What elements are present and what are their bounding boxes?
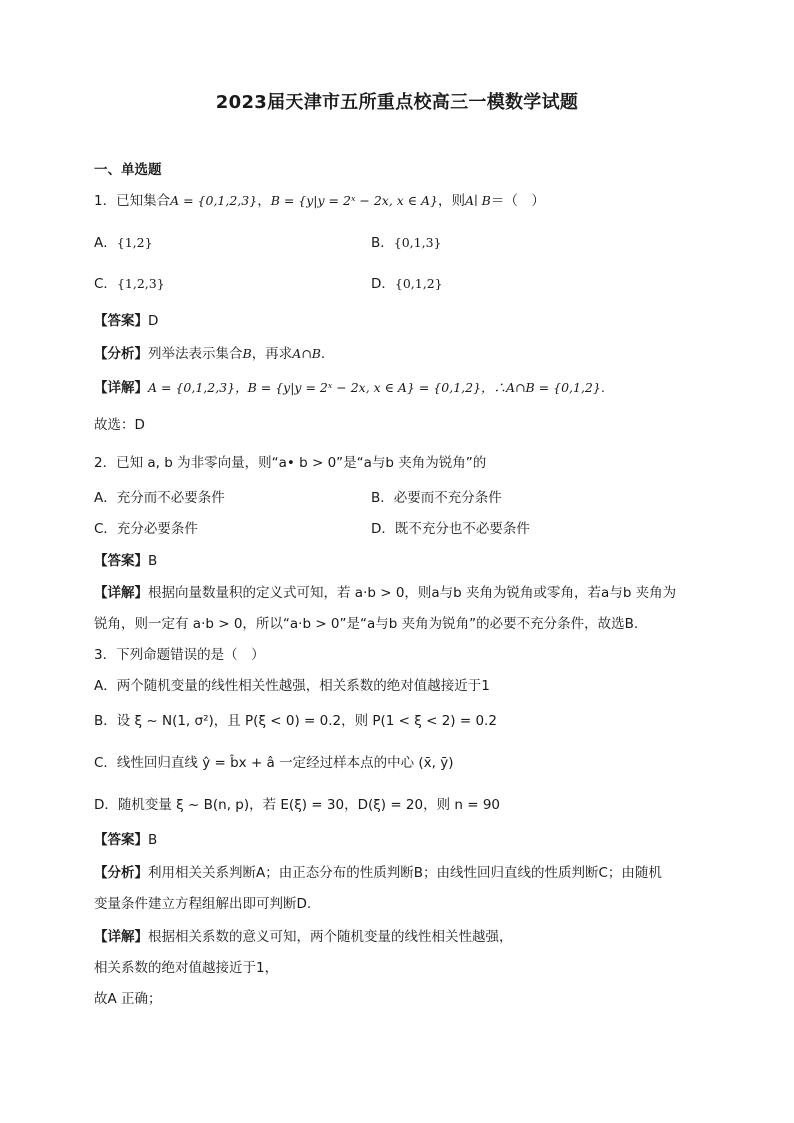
q1-option-b xyxy=(371,233,441,253)
q1-set-b: B = {y|y = 2ˣ − 2x, x ∈ A} xyxy=(270,193,438,208)
q3-detail-line-3: 故A 正确； xyxy=(94,991,162,1007)
detail-tag: 【详解】 xyxy=(94,585,148,601)
option-label: C． xyxy=(94,276,117,292)
q1-option-d xyxy=(371,274,443,294)
answer-value: B xyxy=(148,553,158,569)
detail-text: 根据向量数量积的定义式可知，若 a·b > 0，则a与b 夹角为锐角或零角，若a与b 夹角为 xyxy=(148,585,677,601)
analysis-tag: 【分析】 xyxy=(94,346,148,362)
q1-set-a: A = {0,1,2,3} xyxy=(170,193,258,208)
detail-math: A = {0,1,2,3}，B = {y|y = 2ˣ − 2x, x ∈ A} = {0,1,2}，∴A∩B = {0,1,2}. xyxy=(148,380,605,395)
q2-detail-line-1 xyxy=(94,583,676,603)
q3-option-d: D．随机变量 ξ ~ B(n, p)，若 E(ξ) = 30，D(ξ) = 20，则 n = 90 xyxy=(94,797,501,813)
option-value: {1,2} xyxy=(116,235,153,250)
option-value: {0,1,3} xyxy=(393,235,442,250)
analysis-text: . xyxy=(320,346,326,362)
q1-stem xyxy=(94,191,545,211)
answer-value: D xyxy=(148,313,159,329)
q1-stem-text-2: ，则 xyxy=(438,193,465,209)
q1-answer xyxy=(94,311,158,331)
q2-answer xyxy=(94,551,157,571)
q1-sep: ， xyxy=(257,193,271,209)
q3-analysis-line-2: 变量条件建立方程组解出即可判断D. xyxy=(94,896,312,912)
q3-stem: 3．下列命题错误的是（ ） xyxy=(94,647,265,663)
q3-option-c: C．线性回归直线 ŷ = b̂x + â 一定经过样本点的中心 (x̄, ȳ) xyxy=(94,755,454,771)
answer-tag: 【答案】 xyxy=(94,313,148,329)
analysis-text: 利用相关关系判断A；由正态分布的性质判断B；由线性回归直线的性质判断C；由随机 xyxy=(148,865,662,881)
q2-stem: 2．已知 a, b 为非零向量，则“a• b > 0”是“a与b 夹角为锐角”的 xyxy=(94,455,487,471)
detail-tag: 【详解】 xyxy=(94,380,148,396)
q3-answer xyxy=(94,830,157,850)
option-value: {1,2,3} xyxy=(116,276,165,291)
section-heading: 一、单选题 xyxy=(94,162,162,178)
q1-op: A∣ B xyxy=(465,193,491,208)
q2-option-d: D．既不充分也不必要条件 xyxy=(371,521,530,537)
option-label: A． xyxy=(94,235,117,251)
detail-text: 根据相关系数的意义可知，两个随机变量的线性相关性越强， xyxy=(148,929,513,945)
analysis-text: 列举法表示集合 xyxy=(148,346,243,362)
q3-detail-line-2: 相关系数的绝对值越接近于1， xyxy=(94,960,279,976)
q3-option-b: B．设 ξ ~ N(1, σ²)，且 P(ξ < 0) = 0.2，则 P(1 < ξ < 2) = 0.2 xyxy=(94,713,497,729)
option-label: D． xyxy=(371,276,395,292)
q1-conclusion: 故选：D xyxy=(94,417,145,433)
q1-option-a xyxy=(94,233,153,253)
detail-tag: 【详解】 xyxy=(94,929,148,945)
q1-option-c xyxy=(94,274,165,294)
analysis-math: A∩B xyxy=(292,346,321,361)
option-label: B． xyxy=(371,235,394,251)
analysis-text: ，再求 xyxy=(251,346,293,362)
q2-option-a: A．充分而不必要条件 xyxy=(94,490,225,506)
q1-stem-end: ＝（ ） xyxy=(490,193,545,209)
answer-value: B xyxy=(148,832,158,848)
answer-tag: 【答案】 xyxy=(94,553,148,569)
q3-option-a: A．两个随机变量的线性相关性越强，相关系数的绝对值越接近于1 xyxy=(94,678,490,694)
q2-detail-line-2: 锐角，则一定有 a·b > 0，所以“a·b > 0”是“a与b 夹角为锐角”的必要不充分条件，故选B. xyxy=(94,616,639,632)
q2-option-c: C．充分必要条件 xyxy=(94,521,198,537)
option-value: {0,1,2} xyxy=(394,276,443,291)
q2-option-b: B．必要而不充分条件 xyxy=(371,490,502,506)
q1-detail xyxy=(94,378,605,398)
page-title: 2023届天津市五所重点校高三一模数学试题 xyxy=(215,92,579,113)
q3-detail-line-1 xyxy=(94,927,513,947)
analysis-math: B xyxy=(242,346,252,361)
analysis-tag: 【分析】 xyxy=(94,865,148,881)
q1-analysis xyxy=(94,344,325,364)
q1-stem-text: 1．已知集合 xyxy=(94,193,171,209)
q3-analysis-line-1 xyxy=(94,863,662,883)
answer-tag: 【答案】 xyxy=(94,832,148,848)
